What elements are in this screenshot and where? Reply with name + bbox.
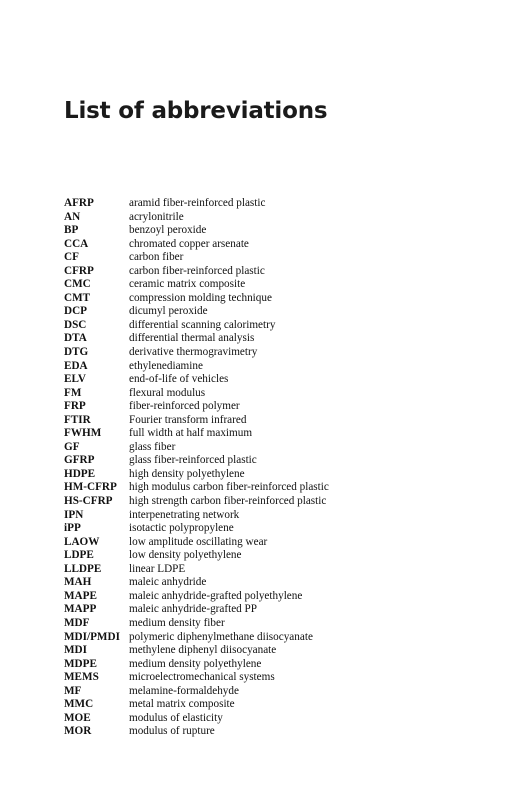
abbreviation-definition: metal matrix composite <box>129 698 235 711</box>
abbreviation-row <box>64 238 484 252</box>
abbreviation-term: LLDPE <box>64 562 102 575</box>
abbreviation-definition: ethylenediamine <box>129 359 203 372</box>
abbreviation-definition: methylene diphenyl diisocyanate <box>129 644 277 657</box>
abbreviation-term: iPP <box>64 522 81 535</box>
abbreviation-term: MF <box>64 684 82 697</box>
abbreviation-row <box>64 603 484 617</box>
abbreviation-term: DSC <box>64 318 87 331</box>
abbreviation-row <box>64 563 484 577</box>
abbreviation-row <box>64 549 484 563</box>
abbreviation-row <box>64 414 484 428</box>
abbreviation-definition: derivative thermogravimetry <box>129 346 258 359</box>
abbreviation-row <box>64 251 484 265</box>
abbreviation-term: MOE <box>64 711 91 724</box>
abbreviation-row <box>64 305 484 319</box>
abbreviation-row <box>64 617 484 631</box>
abbreviation-term: MDI <box>64 644 87 657</box>
abbreviation-row <box>64 211 484 225</box>
abbreviation-row <box>64 441 484 455</box>
abbreviation-row <box>64 265 484 279</box>
abbreviation-row <box>64 400 484 414</box>
abbreviation-term: AFRP <box>64 197 94 209</box>
abbreviation-definition: end-of-life of vehicles <box>129 373 229 386</box>
abbreviation-term: FRP <box>64 400 86 413</box>
abbreviation-row <box>64 685 484 699</box>
abbreviation-definition: ceramic matrix composite <box>129 278 246 291</box>
abbreviation-term: MDI/PMDI <box>64 630 120 643</box>
abbreviation-row <box>64 332 484 346</box>
abbreviation-term: GF <box>64 440 80 453</box>
abbreviation-term: CMC <box>64 278 91 291</box>
abbreviation-definition: polymeric diphenylmethane diisocyanate <box>129 630 313 643</box>
abbreviation-definition: compression molding technique <box>129 291 272 304</box>
abbreviation-definition: acrylonitrile <box>129 210 184 223</box>
abbreviation-row <box>64 427 484 441</box>
abbreviation-row <box>64 468 484 482</box>
abbreviation-term: MOR <box>64 725 92 738</box>
abbreviation-row <box>64 522 484 536</box>
abbreviation-term: LDPE <box>64 549 94 562</box>
abbreviation-definition: high density polyethylene <box>129 467 245 480</box>
abbreviation-term: CF <box>64 251 79 264</box>
abbreviation-definition: carbon fiber <box>129 251 184 264</box>
abbreviation-row <box>64 197 484 211</box>
abbreviation-list <box>64 197 484 739</box>
abbreviation-row <box>64 373 484 387</box>
abbreviation-row <box>64 590 484 604</box>
abbreviation-definition: modulus of rupture <box>129 725 215 738</box>
abbreviation-row <box>64 454 484 468</box>
abbreviation-definition: full width at half maximum <box>129 427 253 440</box>
abbreviation-definition: flexural modulus <box>129 386 206 399</box>
abbreviation-row <box>64 387 484 401</box>
abbreviation-term: AN <box>64 210 81 223</box>
abbreviation-term: MDPE <box>64 657 97 670</box>
abbreviation-row <box>64 658 484 672</box>
abbreviation-term: CFRP <box>64 264 94 277</box>
abbreviation-term: MAPP <box>64 603 97 616</box>
abbreviation-term: MMC <box>64 698 94 711</box>
abbreviation-definition: differential thermal analysis <box>129 332 255 345</box>
abbreviation-definition: medium density polyethylene <box>129 657 262 670</box>
abbreviation-definition: chromated copper arsenate <box>129 237 249 250</box>
abbreviation-definition: isotactic polypropylene <box>129 522 234 535</box>
abbreviation-row <box>64 509 484 523</box>
abbreviation-definition: Fourier transform infrared <box>129 413 247 426</box>
abbreviation-definition: linear LDPE <box>129 562 186 575</box>
abbreviation-term: DCP <box>64 305 87 318</box>
abbreviation-definition: maleic anhydride-grafted polyethylene <box>129 589 303 602</box>
abbreviation-definition: interpenetrating network <box>129 508 240 521</box>
abbreviation-row <box>64 224 484 238</box>
abbreviation-definition: low density polyethylene <box>129 549 242 562</box>
abbreviation-definition: high modulus carbon fiber-reinforced plastic <box>129 481 329 494</box>
abbreviation-definition: melamine-formaldehyde <box>129 684 239 697</box>
abbreviation-definition: fiber-reinforced polymer <box>129 400 240 413</box>
abbreviation-definition: high strength carbon fiber-reinforced plastic <box>129 495 327 508</box>
abbreviation-row <box>64 278 484 292</box>
abbreviation-definition: aramid fiber-reinforced plastic <box>129 197 266 209</box>
abbreviation-row <box>64 495 484 509</box>
abbreviation-definition: maleic anhydride-grafted PP <box>129 603 257 616</box>
abbreviation-term: DTA <box>64 332 87 345</box>
abbreviation-term: MAPE <box>64 589 97 602</box>
abbreviation-definition: maleic anhydride <box>129 576 207 589</box>
abbreviation-row <box>64 346 484 360</box>
abbreviation-term: HS-CFRP <box>64 495 113 508</box>
abbreviation-term: CMT <box>64 291 91 304</box>
abbreviation-definition: benzoyl peroxide <box>129 224 207 237</box>
abbreviation-term: ELV <box>64 373 86 386</box>
abbreviation-term: FTIR <box>64 413 91 426</box>
abbreviation-term: MDF <box>64 616 90 629</box>
abbreviation-definition: carbon fiber-reinforced plastic <box>129 264 265 277</box>
abbreviation-definition: differential scanning calorimetry <box>129 318 276 331</box>
abbreviation-row <box>64 319 484 333</box>
abbreviation-row <box>64 536 484 550</box>
abbreviation-row <box>64 481 484 495</box>
abbreviation-term: EDA <box>64 359 88 372</box>
abbreviation-row <box>64 360 484 374</box>
abbreviation-term: MEMS <box>64 671 99 684</box>
abbreviation-term: LAOW <box>64 535 100 548</box>
abbreviation-term: MAH <box>64 576 92 589</box>
abbreviation-row <box>64 698 484 712</box>
abbreviation-term: IPN <box>64 508 84 521</box>
abbreviation-term: HM-CFRP <box>64 481 117 494</box>
abbreviation-row <box>64 631 484 645</box>
abbreviation-term: HDPE <box>64 467 96 480</box>
abbreviation-row <box>64 292 484 306</box>
abbreviation-term: DTG <box>64 346 89 359</box>
abbreviation-definition: low amplitude oscillating wear <box>129 535 268 548</box>
abbreviation-term: FWHM <box>64 427 102 440</box>
abbreviation-term: CCA <box>64 237 89 250</box>
page-title: List of abbreviations <box>64 98 328 124</box>
abbreviation-definition: medium density fiber <box>129 616 225 629</box>
abbreviation-definition: glass fiber <box>129 440 176 453</box>
abbreviation-row <box>64 725 484 739</box>
abbreviation-definition: glass fiber-reinforced plastic <box>129 454 257 467</box>
abbreviation-row <box>64 712 484 726</box>
abbreviation-definition: dicumyl peroxide <box>129 305 208 318</box>
abbreviation-row <box>64 644 484 658</box>
abbreviation-definition: microelectromechanical systems <box>129 671 275 684</box>
abbreviation-term: BP <box>64 224 79 237</box>
abbreviation-term: GFRP <box>64 454 95 467</box>
abbreviation-definition: modulus of elasticity <box>129 711 223 724</box>
abbreviation-row <box>64 671 484 685</box>
abbreviation-term: FM <box>64 386 82 399</box>
abbreviation-row <box>64 576 484 590</box>
